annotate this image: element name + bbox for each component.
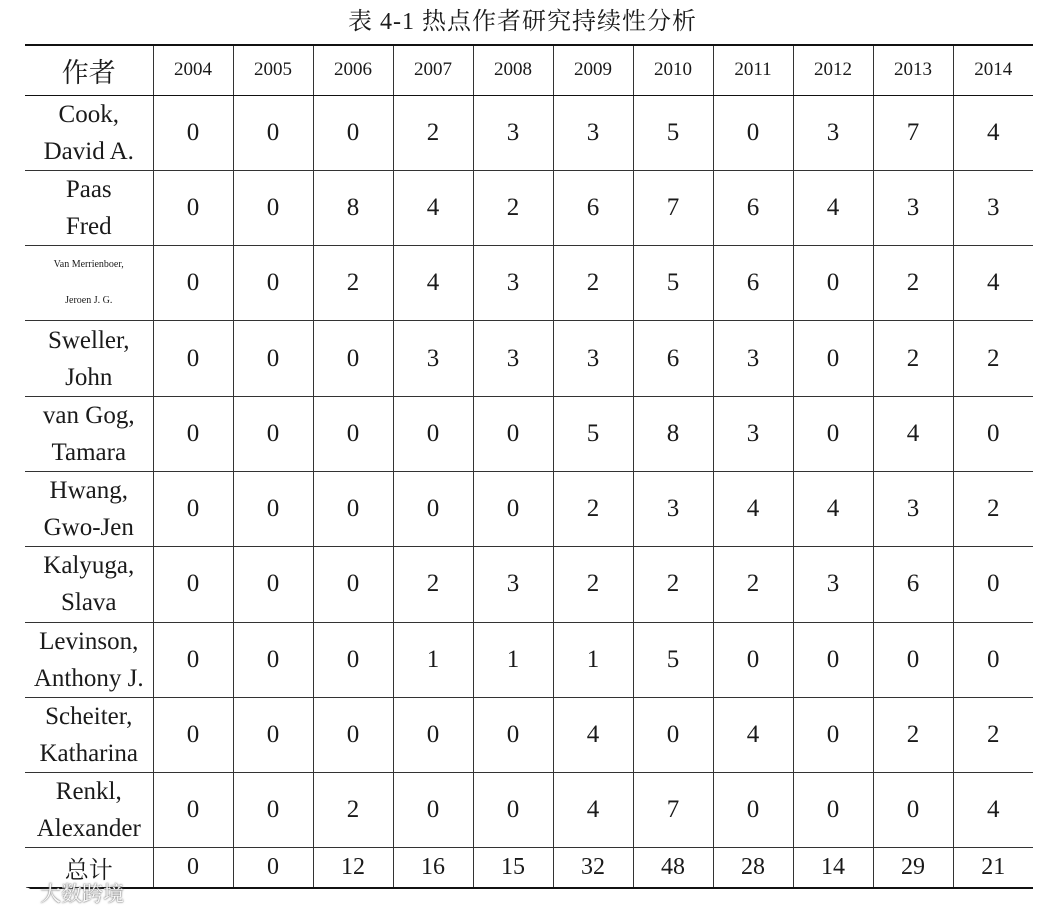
year-header-2011: 2011 <box>713 45 793 95</box>
author-name <box>25 622 153 697</box>
author-name <box>25 396 153 471</box>
total-row <box>25 848 1033 888</box>
author-given-name: Katharina <box>39 740 139 768</box>
count-cell: 2 <box>633 547 713 622</box>
count-cell: 3 <box>393 321 473 396</box>
total-cell: 29 <box>873 848 953 888</box>
count-cell: 4 <box>393 246 473 321</box>
count-cell: 0 <box>233 622 313 697</box>
count-cell: 0 <box>313 396 393 471</box>
count-cell: 0 <box>313 471 393 546</box>
count-cell: 0 <box>313 622 393 697</box>
count-cell: 3 <box>793 547 873 622</box>
count-cell: 4 <box>953 246 1033 321</box>
count-cell: 0 <box>233 471 313 546</box>
watermark <box>6 879 124 907</box>
count-cell: 0 <box>793 773 873 848</box>
author-given-name: Tamara <box>51 438 127 466</box>
count-cell: 3 <box>553 321 633 396</box>
count-cell: 2 <box>873 246 953 321</box>
count-cell: 0 <box>393 471 473 546</box>
count-cell: 0 <box>233 396 313 471</box>
table-caption: 表 4-1 热点作者研究持续性分析 <box>348 9 697 35</box>
count-cell: 0 <box>953 622 1033 697</box>
count-cell: 6 <box>713 170 793 245</box>
count-cell: 0 <box>953 396 1033 471</box>
count-cell: 0 <box>153 547 233 622</box>
year-header-2010: 2010 <box>633 45 713 95</box>
author-name <box>25 697 153 772</box>
author-given-name: Gwo-Jen <box>43 514 134 542</box>
count-cell: 7 <box>633 170 713 245</box>
count-cell: 0 <box>713 95 793 170</box>
count-cell: 0 <box>713 773 793 848</box>
header-row <box>25 45 1033 95</box>
year-header-2012: 2012 <box>793 45 873 95</box>
table-row <box>25 471 1033 546</box>
count-cell: 0 <box>873 773 953 848</box>
count-cell: 0 <box>473 396 553 471</box>
count-cell: 2 <box>873 321 953 396</box>
author-surname: Levinson, <box>39 627 139 655</box>
count-cell: 0 <box>153 396 233 471</box>
author-name <box>25 246 153 321</box>
author-given-name: Jeroen J. G. <box>65 295 113 307</box>
table-body <box>25 95 1033 848</box>
count-cell: 2 <box>553 246 633 321</box>
count-cell: 3 <box>473 321 553 396</box>
count-cell: 4 <box>713 697 793 772</box>
count-cell: 6 <box>633 321 713 396</box>
count-cell: 1 <box>553 622 633 697</box>
count-cell: 3 <box>553 95 633 170</box>
table-row <box>25 547 1033 622</box>
count-cell: 4 <box>793 170 873 245</box>
author-name <box>25 471 153 546</box>
count-cell: 5 <box>633 622 713 697</box>
count-cell: 0 <box>793 622 873 697</box>
count-cell: 5 <box>553 396 633 471</box>
author-surname: Kalyuga, <box>43 552 135 580</box>
count-cell: 3 <box>873 471 953 546</box>
author-surname: Cook, <box>58 100 119 128</box>
table-row <box>25 622 1033 697</box>
count-cell: 0 <box>393 697 473 772</box>
count-cell: 3 <box>473 547 553 622</box>
count-cell: 3 <box>953 170 1033 245</box>
count-cell: 8 <box>633 396 713 471</box>
count-cell: 2 <box>393 95 473 170</box>
count-cell: 0 <box>313 321 393 396</box>
author-surname: Renkl, <box>55 778 122 806</box>
count-cell: 2 <box>393 547 473 622</box>
count-cell: 0 <box>153 95 233 170</box>
author-surname: Van Merrienboer, <box>53 259 124 271</box>
table-row <box>25 246 1033 321</box>
year-header-2006: 2006 <box>313 45 393 95</box>
count-cell: 0 <box>313 547 393 622</box>
count-cell: 0 <box>233 547 313 622</box>
count-cell: 6 <box>553 170 633 245</box>
count-cell: 4 <box>553 697 633 772</box>
count-cell: 0 <box>473 697 553 772</box>
count-cell: 0 <box>473 471 553 546</box>
count-cell: 0 <box>233 697 313 772</box>
count-cell: 5 <box>633 95 713 170</box>
count-cell: 0 <box>153 246 233 321</box>
count-cell: 6 <box>713 246 793 321</box>
count-cell: 0 <box>233 773 313 848</box>
count-cell: 4 <box>393 170 473 245</box>
author-surname: Scheiter, <box>45 703 133 731</box>
total-label: 总计 <box>25 848 153 888</box>
count-cell: 0 <box>153 471 233 546</box>
count-cell: 3 <box>713 396 793 471</box>
author-given-name: Anthony J. <box>33 664 144 692</box>
total-cell: 16 <box>393 848 473 888</box>
count-cell: 4 <box>953 773 1033 848</box>
count-cell: 2 <box>553 547 633 622</box>
table-row <box>25 773 1033 848</box>
author-surname: Paas <box>65 175 112 203</box>
count-cell: 7 <box>633 773 713 848</box>
count-cell: 0 <box>713 622 793 697</box>
author-name <box>25 170 153 245</box>
count-cell: 2 <box>953 697 1033 772</box>
count-cell: 5 <box>633 246 713 321</box>
author-name <box>25 95 153 170</box>
count-cell: 2 <box>313 773 393 848</box>
count-cell: 2 <box>553 471 633 546</box>
count-cell: 0 <box>793 321 873 396</box>
count-cell: 4 <box>873 396 953 471</box>
count-cell: 0 <box>793 246 873 321</box>
total-cell: 0 <box>233 848 313 888</box>
count-cell: 0 <box>153 170 233 245</box>
count-cell: 0 <box>873 622 953 697</box>
count-cell: 0 <box>793 396 873 471</box>
year-header-2005: 2005 <box>233 45 313 95</box>
total-cell: 14 <box>793 848 873 888</box>
count-cell: 3 <box>713 321 793 396</box>
count-cell: 0 <box>633 697 713 772</box>
author-name <box>25 547 153 622</box>
count-cell: 1 <box>473 622 553 697</box>
count-cell: 0 <box>393 773 473 848</box>
count-cell: 0 <box>313 697 393 772</box>
author-name <box>25 773 153 848</box>
count-cell: 4 <box>953 95 1033 170</box>
wechat-logo-icon <box>6 881 36 905</box>
count-cell: 0 <box>153 622 233 697</box>
author-surname: van Gog, <box>42 401 135 429</box>
count-cell: 2 <box>473 170 553 245</box>
count-cell: 7 <box>873 95 953 170</box>
author-given-name: David A. <box>43 137 134 165</box>
count-cell: 2 <box>713 547 793 622</box>
author-name <box>25 321 153 396</box>
author-given-name: John <box>65 363 113 391</box>
count-cell: 3 <box>633 471 713 546</box>
count-cell: 0 <box>393 396 473 471</box>
count-cell: 0 <box>313 95 393 170</box>
total-cell: 21 <box>953 848 1033 888</box>
author-column-header: 作者 <box>25 45 153 95</box>
author-surname: Hwang, <box>49 477 128 505</box>
year-header-2009: 2009 <box>553 45 633 95</box>
total-cell: 28 <box>713 848 793 888</box>
count-cell: 2 <box>873 697 953 772</box>
count-cell: 3 <box>793 95 873 170</box>
table-row <box>25 697 1033 772</box>
count-cell: 4 <box>713 471 793 546</box>
total-cell: 32 <box>553 848 633 888</box>
count-cell: 0 <box>153 773 233 848</box>
year-header-2008: 2008 <box>473 45 553 95</box>
count-cell: 0 <box>953 547 1033 622</box>
count-cell: 3 <box>473 246 553 321</box>
year-header-2004: 2004 <box>153 45 233 95</box>
count-cell: 0 <box>233 170 313 245</box>
count-cell: 1 <box>393 622 473 697</box>
count-cell: 2 <box>953 321 1033 396</box>
total-cell: 15 <box>473 848 553 888</box>
author-given-name: Slava <box>60 589 117 617</box>
year-header-2014: 2014 <box>953 45 1033 95</box>
watermark-text: 大数跨境 <box>40 882 124 906</box>
count-cell: 0 <box>153 697 233 772</box>
author-surname: Sweller, <box>47 326 130 354</box>
author-continuity-table <box>25 44 1033 889</box>
count-cell: 6 <box>873 547 953 622</box>
count-cell: 2 <box>313 246 393 321</box>
table-row <box>25 396 1033 471</box>
count-cell: 2 <box>953 471 1033 546</box>
table-row <box>25 321 1033 396</box>
count-cell: 3 <box>873 170 953 245</box>
count-cell: 4 <box>793 471 873 546</box>
total-cell: 0 <box>153 848 233 888</box>
table-row <box>25 95 1033 170</box>
count-cell: 0 <box>233 95 313 170</box>
count-cell: 0 <box>473 773 553 848</box>
year-header-2007: 2007 <box>393 45 473 95</box>
author-given-name: Alexander <box>36 815 141 843</box>
count-cell: 8 <box>313 170 393 245</box>
count-cell: 4 <box>553 773 633 848</box>
table-row <box>25 170 1033 245</box>
count-cell: 0 <box>233 246 313 321</box>
count-cell: 0 <box>793 697 873 772</box>
count-cell: 0 <box>153 321 233 396</box>
count-cell: 0 <box>233 321 313 396</box>
total-cell: 48 <box>633 848 713 888</box>
author-given-name: Fred <box>65 212 112 240</box>
total-cell: 12 <box>313 848 393 888</box>
count-cell: 3 <box>473 95 553 170</box>
year-header-2013: 2013 <box>873 45 953 95</box>
